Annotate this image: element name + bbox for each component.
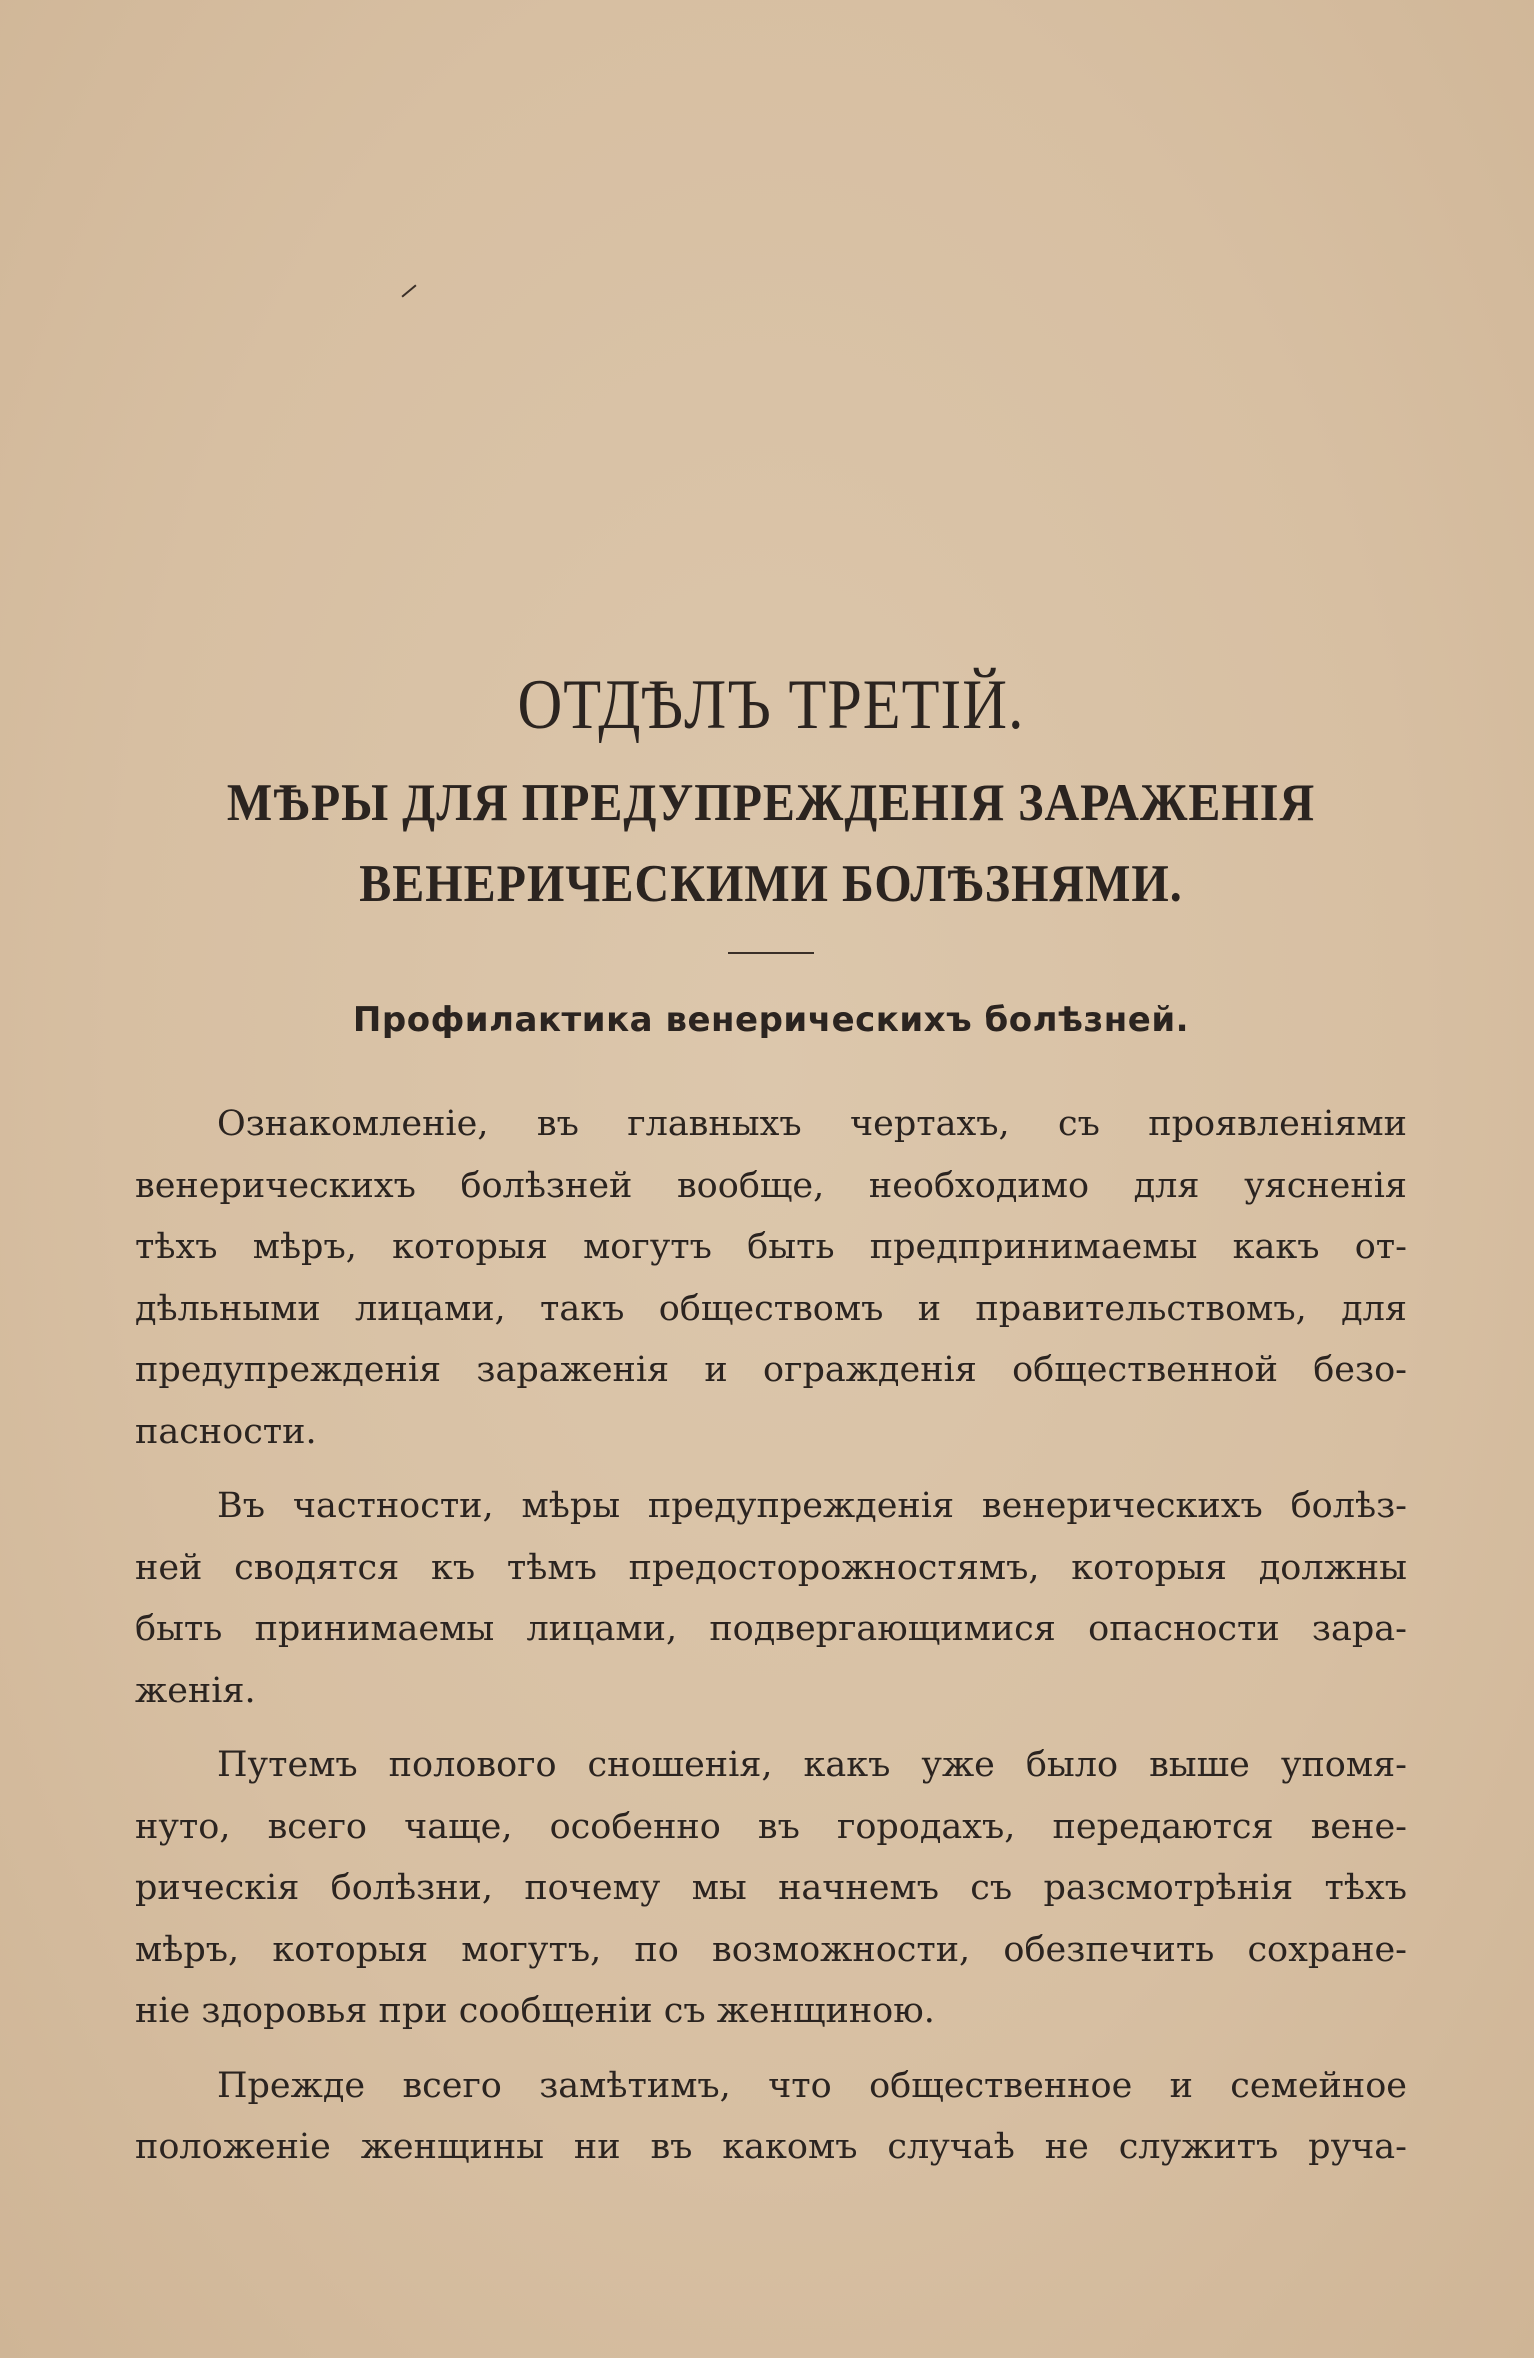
section-title: ОТДѢЛЪ ТРЕТІЙ.: [517, 665, 1025, 745]
text-line: предупрежденія зараженія и огражденія общественной безо-: [135, 1350, 1407, 1390]
text-line: рическія болѣзни, почему мы начнемъ съ разсмотрѣнія тѣхъ: [135, 1868, 1407, 1908]
subtitle-line-2: ВЕНЕРИЧЕСКИМИ БОЛѢЗНЯМИ.: [359, 855, 1183, 914]
text-line: быть принимаемы лицами, подвергающимися опасности зара-: [135, 1609, 1407, 1649]
text-line: женія.: [135, 1670, 256, 1711]
text-line: Въ частности, мѣры предупрежденія венерическихъ болѣз-: [217, 1486, 1407, 1526]
text-line: ніе здоровья при сообщеніи съ женщиною.: [135, 1991, 935, 2031]
text-line: тѣхъ мѣръ, которыя могутъ быть предпринимаемы какъ от-: [135, 1227, 1407, 1267]
divider-rule: [728, 952, 814, 954]
page-content: [135, 660, 1407, 2192]
subtitle-line-1: МѢРЫ ДЛЯ ПРЕДУПРЕЖДЕНІЯ ЗАРАЖЕНІЯ: [226, 773, 1316, 832]
paragraph: [135, 1094, 1407, 1463]
chapter-heading: Профилактика венерическихъ болѣзней.: [352, 1000, 1190, 1040]
text-line: мѣръ, которыя могутъ, по возможности, обезпечить сохране-: [135, 1929, 1407, 1970]
stray-mark: [401, 284, 416, 297]
text-line: нуто, всего чаще, особенно въ городахъ, передаются вене-: [135, 1806, 1407, 1847]
section-subtitle: [135, 763, 1407, 926]
text-line: ней сводятся къ тѣмъ предосторожностямъ, которыя должны: [135, 1547, 1407, 1588]
text-line: Ознакомленіе, въ главныхъ чертахъ, съ проявленіями: [217, 1104, 1407, 1144]
text-line: венерическихъ болѣзней вообще, необходимо для уясненія: [135, 1165, 1407, 1206]
text-line: пасности.: [135, 1411, 317, 1452]
text-line: Прежде всего замѣтимъ, что общественное и семейное: [217, 2065, 1407, 2106]
text-line: положеніе женщины ни въ какомъ случаѣ не служитъ руча-: [135, 2127, 1407, 2167]
paragraph: [135, 2056, 1407, 2179]
text-line: дѣльными лицами, такъ обществомъ и правительствомъ, для: [135, 1288, 1407, 1329]
body-text: [135, 1094, 1407, 2179]
paragraph: [135, 1476, 1407, 1722]
paragraph: [135, 1735, 1407, 2043]
text-line: Путемъ полового сношенія, какъ уже было выше упомя-: [217, 1745, 1407, 1785]
